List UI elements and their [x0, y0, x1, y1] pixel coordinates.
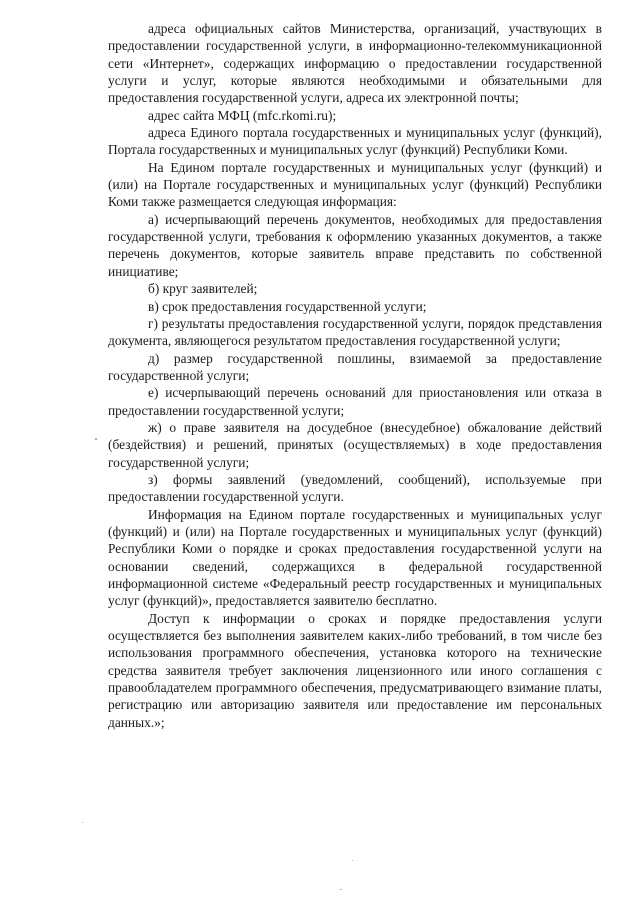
document-body — [108, 20, 602, 731]
list-item-d: д) размер государственной пошлины, взимаемой за предоставление государственной услуги; — [108, 350, 602, 383]
list-item-v: в) срок предоставления государственной услуги; — [148, 298, 427, 314]
paragraph-access-conditions: Доступ к информации о сроках и порядке предоставления услуги осуществляется без выполнения заявителем каких-либо требований, в том числе без использования программного обеспечения, установка которого на технические средства заявителя требует заключения лицензионного или иного соглашения с правообладателем программного обеспечения, предусматривающего взимание платы, регистрацию или авторизацию заявителя или предоставление им персональных данных.»; — [108, 610, 602, 730]
scan-speck — [82, 822, 83, 823]
list-item-g: г) результаты предоставления государственной услуги, порядок представления документа, являющегося результатом предоставления государственной услуги; — [108, 315, 602, 349]
scan-speck — [352, 860, 353, 861]
list-item-e: е) исчерпывающий перечень оснований для приостановления или отказа в предоставлении государственной услуги; — [108, 385, 602, 418]
list-item-z: з) формы заявлений (уведомлений, сообщений), используемые при предоставлении государственной услуги. — [108, 471, 602, 505]
scan-speck — [340, 889, 342, 890]
list-item-a: а) исчерпывающий перечень документов, необходимых для предоставления государственной услуги, требования к оформлению указанных документов, а также перечень документов, которые заявитель вправе представить по собственной инициативе; — [108, 211, 602, 279]
paragraph-portal-info-intro: На Едином портале государственных и муниципальных услуг (функций) и (или) на Портале государственных и муниципальных услуг (функций) Республики Коми также размещается следующая информация: — [108, 159, 602, 210]
paragraph-official-websites: адреса официальных сайтов Министерства, организаций, участвующих в предоставлении государственной услуги, в информационно-телекоммуникационной сети «Интернет», содержащих информацию о предоставлении государственной услуги и услуг, которые являются необходимыми и обязательными для предоставления государственной услуги, адреса их электронной почты; — [108, 21, 602, 106]
list-item-zh: ж) о праве заявителя на досудебное (внесудебное) обжалование действий (бездействия) и решений, принятых (осуществляемых) в ходе предоставления государственной услуги; — [108, 419, 602, 470]
paragraph-free-information: Информация на Едином портале государственных и муниципальных услуг (функций) и (или) на Портале государственных и муниципальных услуг (функций) Республики Коми о порядке и сроках предоставления государственной услуги на основании сведений, содержащихся в федеральной государственной информационной системе «Федеральный реестр государственных и муниципальных услуг (функций)», предоставляется заявителю бесплатно. — [108, 506, 602, 609]
paragraph-mfc-site: адрес сайта МФЦ (mfc.rkomi.ru); — [148, 107, 337, 123]
list-item-b: б) круг заявителей; — [148, 281, 258, 297]
scan-speck — [95, 438, 97, 440]
paragraph-portal-addresses: адреса Единого портала государственных и муниципальных услуг (функций), Портала государственных и муниципальных услуг (функций) Республики Коми. — [108, 125, 602, 158]
